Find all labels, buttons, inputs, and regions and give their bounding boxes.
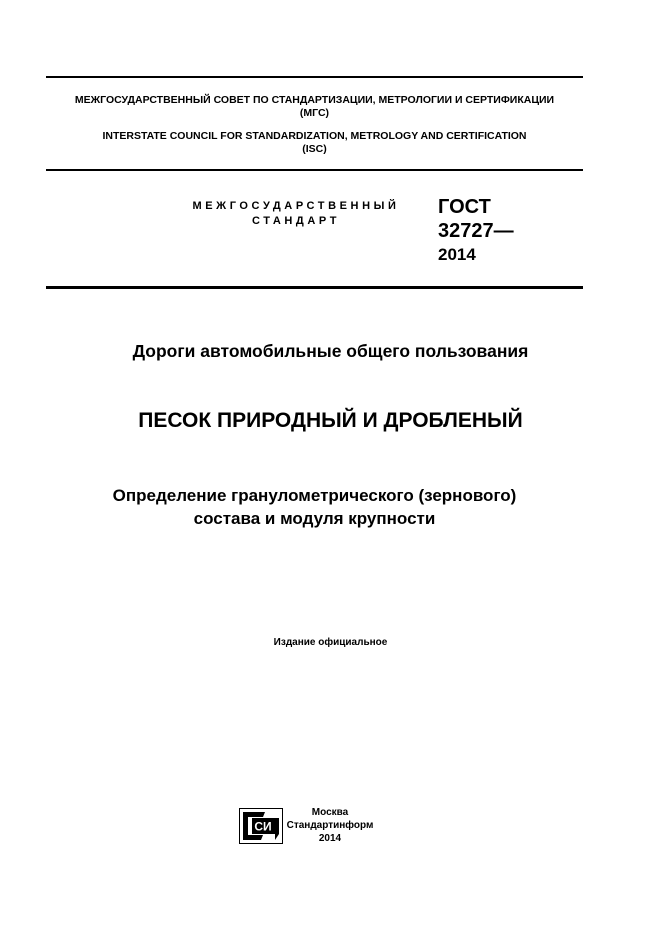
document-method-title <box>46 484 583 530</box>
logo-text: СИ <box>254 819 272 834</box>
top-divider <box>46 76 583 78</box>
gost-prefix: ГОСТ <box>438 196 491 218</box>
standartinform-logo-icon <box>239 808 283 844</box>
council-name-ru <box>46 94 583 120</box>
document-title: ПЕСОК ПРИРОДНЫЙ И ДРОБЛЕНЫЙ <box>138 409 523 432</box>
method-title-line1: Определение гранулометрического (зернового) <box>112 486 517 505</box>
council-name-ru-line1: МЕЖГОСУДАРСТВЕННЫЙ СОВЕТ ПО СТАНДАРТИЗАЦИИ, МЕТРОЛОГИИ И СЕРТИФИКАЦИИ <box>74 94 555 106</box>
publisher-name: Стандартинформ <box>286 820 374 831</box>
standard-type-line2: СТАНДАРТ <box>251 215 341 227</box>
edition-note: Издание официальное <box>273 637 388 648</box>
middle-divider <box>46 169 583 171</box>
council-name-en <box>46 130 583 156</box>
standard-type-line1: МЕЖГОСУДАРСТВЕННЫЙ <box>192 200 400 212</box>
standard-type-label <box>176 199 416 229</box>
council-name-en-line1: INTERSTATE COUNCIL FOR STANDARDIZATION, METROLOGY AND CERTIFICATION <box>102 130 527 142</box>
gost-year: 2014 <box>438 245 476 264</box>
council-abbrev-ru: (МГС) <box>299 107 330 119</box>
method-title-line2: состава и модуля крупности <box>193 509 436 528</box>
publisher-year: 2014 <box>318 833 342 844</box>
council-abbrev-en: (ISC) <box>302 143 327 155</box>
document-subtitle: Дороги автомобильные общего пользования <box>132 341 529 361</box>
gost-number: 32727— <box>438 220 514 242</box>
bottom-divider <box>46 286 583 289</box>
publisher-city: Москва <box>311 807 349 818</box>
publisher-block <box>284 806 376 845</box>
gost-designation <box>438 195 514 267</box>
